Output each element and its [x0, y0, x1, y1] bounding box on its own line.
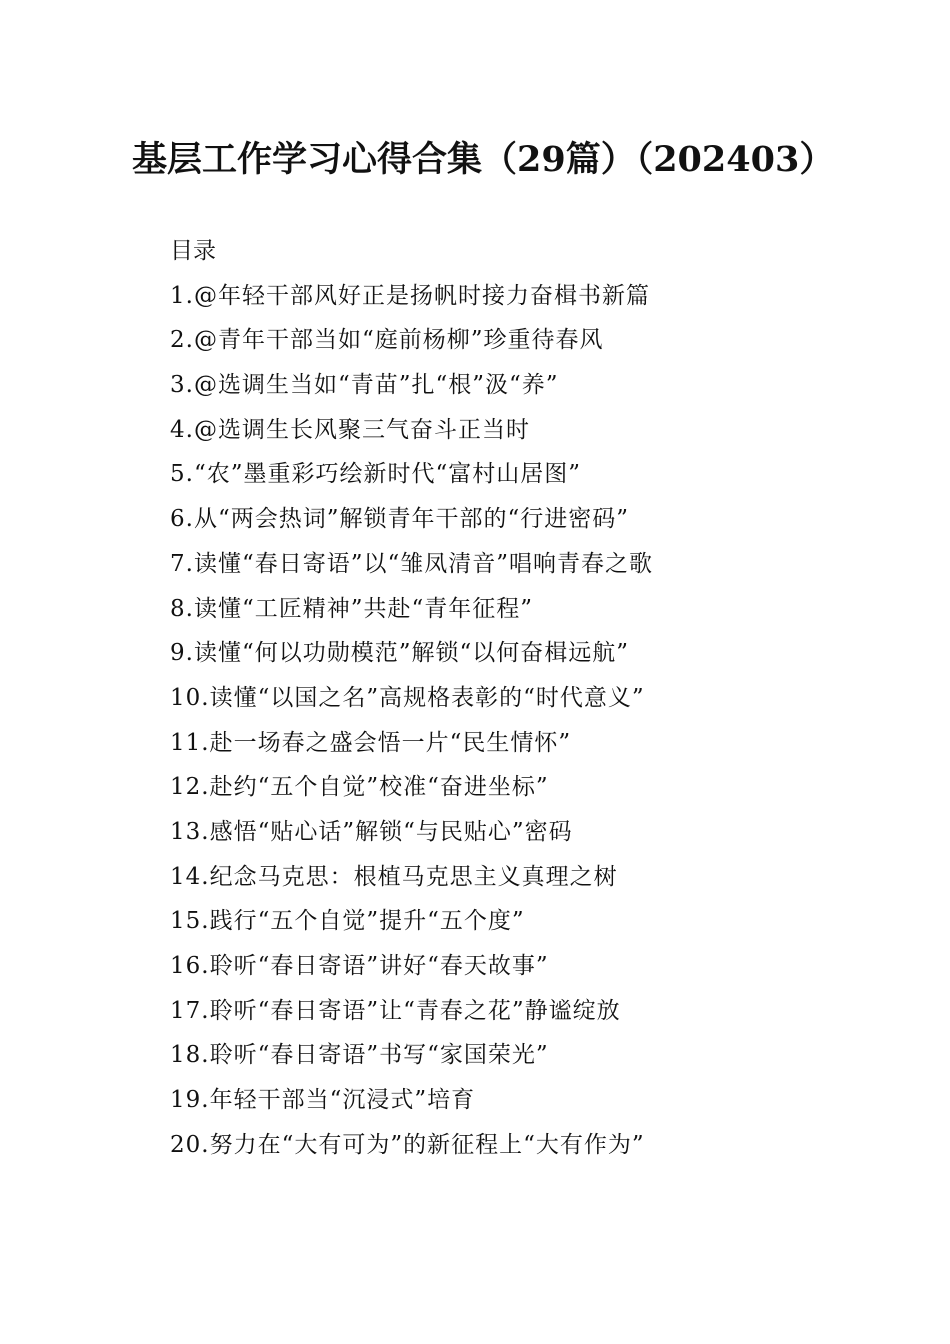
toc-item: 7.读懂“春日寄语”以“雏凤清音”唱响青春之歌 — [170, 550, 653, 577]
table-of-contents — [170, 229, 870, 1167]
toc-item: 13.感悟“贴心话”解锁“与民贴心”密码 — [170, 818, 573, 845]
toc-item: 15.践行“五个自觉”提升“五个度” — [170, 908, 525, 935]
toc-item: 4.@选调生长风聚三气奋斗正当时 — [170, 416, 530, 443]
toc-item: 20.努力在“大有可为”的新征程上“大有作为” — [170, 1131, 645, 1158]
toc-item: 12.赴约“五个自觉”校准“奋进坐标” — [170, 774, 549, 801]
document-title: 基层工作学习心得合集（29篇）（202403） — [132, 139, 835, 180]
toc-item: 17.聆听“春日寄语”让“青春之花”静谧绽放 — [170, 997, 621, 1024]
toc-item: 9.读懂“何以功勋模范”解锁“以何奋楫远航” — [170, 640, 629, 667]
toc-item: 6.从“两会热词”解锁青年干部的“行进密码” — [170, 506, 629, 533]
toc-item: 16.聆听“春日寄语”讲好“春天故事” — [170, 953, 549, 979]
toc-item: 5.“农”墨重彩巧绘新时代“富村山居图” — [170, 461, 581, 488]
toc-item: 18.聆听“春日寄语”书写“家国荣光” — [170, 1042, 549, 1069]
toc-item: 1.@年轻干部风好正是扬帆时接力奋楫书新篇 — [170, 282, 650, 309]
toc-item: 2.@青年干部当如“庭前杨柳”珍重待春风 — [170, 327, 604, 354]
toc-heading: 目录 — [170, 238, 216, 264]
toc-item: 3.@选调生当如“青苗”扎“根”汲“养” — [170, 372, 559, 399]
toc-item: 19.年轻干部当“沉浸式”培育 — [170, 1087, 476, 1114]
toc-item: 11.赴一场春之盛会悟一片“民生情怀” — [170, 729, 572, 756]
toc-item: 8.读懂“工匠精神”共赴“青年征程” — [170, 595, 533, 622]
toc-list — [170, 274, 870, 1168]
toc-item: 10.读懂“以国之名”高规格表彰的“时代意义” — [170, 684, 645, 711]
toc-item: 14.纪念马克思：根植马克思主义真理之树 — [170, 863, 618, 890]
